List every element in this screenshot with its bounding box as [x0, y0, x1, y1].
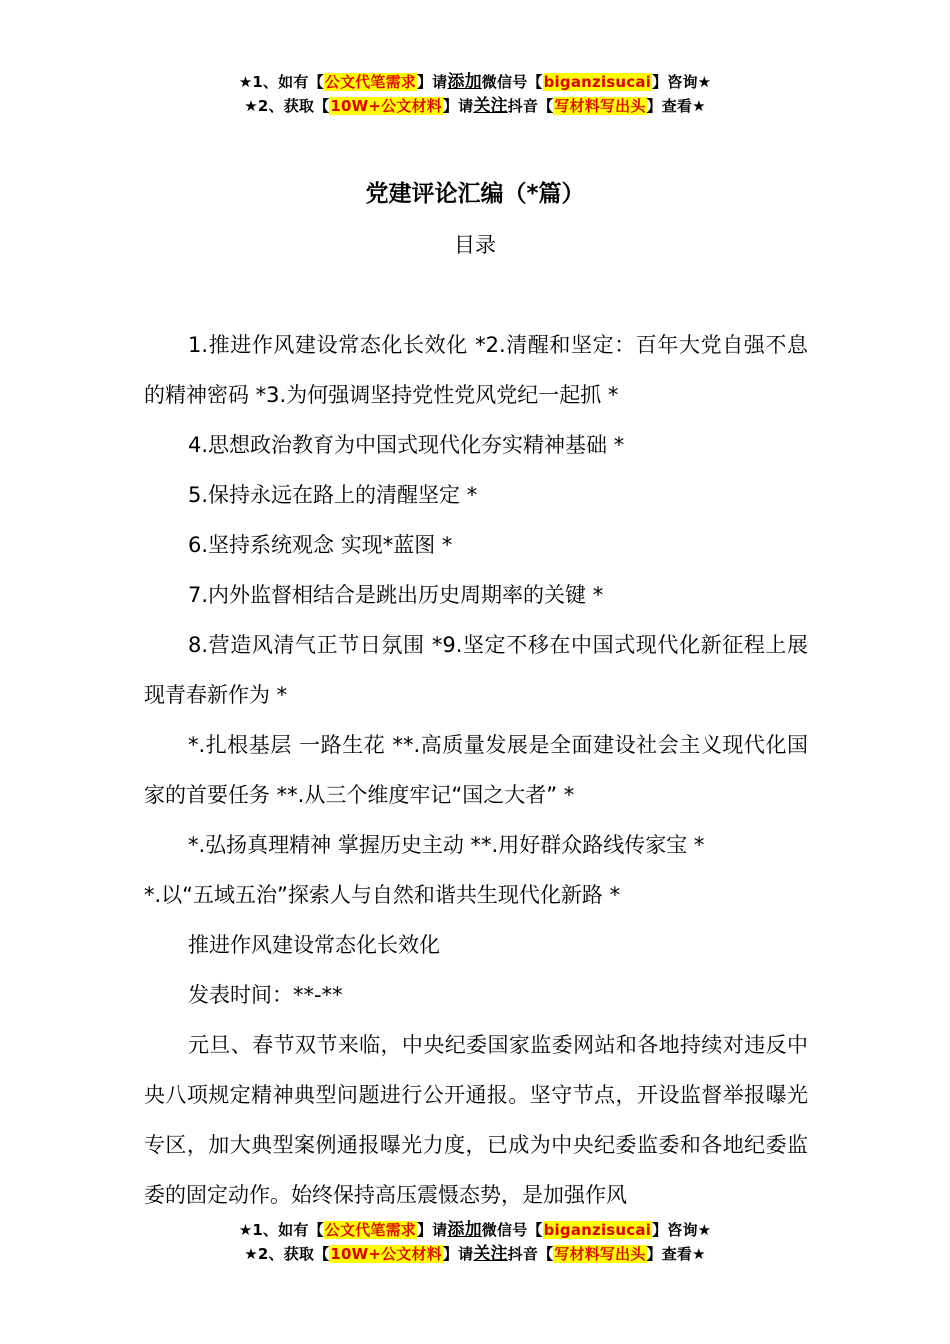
- banner-text: ★1、如有【: [238, 73, 324, 91]
- banner-text: 微信号【: [481, 1221, 543, 1239]
- banner-emphasis: 添加: [447, 72, 482, 92]
- footer-banner: [0, 1218, 950, 1266]
- banner-line-2: [0, 94, 950, 118]
- banner-text: 】请: [442, 1245, 474, 1263]
- toc-heading: 目录: [454, 233, 496, 257]
- banner-text: 】查看★: [646, 97, 706, 115]
- banner-emphasis: 添加: [447, 1220, 482, 1240]
- toc-entry: 8.营造风清气正节日氛围 *9.坚定不移在中国式现代化新征程上展现青春新作为 *: [144, 633, 808, 707]
- document-title: 党建评论汇编（*篇）: [365, 181, 585, 207]
- highlight-wechat-id: biganzisucai: [543, 73, 652, 91]
- banner-emphasis: 关注: [473, 1244, 508, 1264]
- highlight-wechat-id: biganzisucai: [543, 1221, 652, 1239]
- banner-text: ★2、获取【: [244, 97, 330, 115]
- banner-text: 】咨询★: [652, 73, 712, 91]
- toc-entry: 6.坚持系统观念 实现*蓝图 *: [188, 533, 453, 557]
- article-title: 推进作风建设常态化长效化: [188, 933, 440, 957]
- highlight-materials: 10W+公文材料: [330, 1245, 442, 1263]
- highlight-materials: 10W+公文材料: [330, 97, 442, 115]
- banner-text: 】请: [416, 73, 448, 91]
- banner-text: 微信号【: [481, 73, 543, 91]
- toc-entry: 5.保持永远在路上的清醒坚定 *: [188, 483, 478, 507]
- banner-emphasis: 关注: [473, 96, 508, 116]
- banner-text: 】查看★: [646, 1245, 706, 1263]
- banner-line-1: [0, 1218, 950, 1242]
- highlight-douyin: 写材料写出头: [554, 97, 646, 115]
- banner-text: 】请: [416, 1221, 448, 1239]
- banner-text: ★1、如有【: [238, 1221, 324, 1239]
- highlight-douyin: 写材料写出头: [554, 1245, 646, 1263]
- highlight-service: 公文代笔需求: [324, 1221, 416, 1239]
- banner-text: 抖音【: [507, 1245, 554, 1263]
- toc-entry: 1.推进作风建设常态化长效化 *2.清醒和坚定：百年大党自强不息的精神密码 *3.为何强调坚持党性党风党纪一起抓 *: [144, 333, 808, 407]
- header-banner: [0, 70, 950, 118]
- banner-text: 抖音【: [507, 97, 554, 115]
- toc-entry: 4.思想政治教育为中国式现代化夯实精神基础 *: [188, 433, 625, 457]
- highlight-service: 公文代笔需求: [324, 73, 416, 91]
- banner-text: 】请: [442, 97, 474, 115]
- article-paragraph: 元旦、春节双节来临，中央纪委国家监委网站和各地持续对违反中央八项规定精神典型问题进行公开通报。坚守节点，开设监督举报曝光专区，加大典型案例通报曝光力度，已成为中央纪委监委和各地纪委监委的固定动作。始终保持高压震慑态势，是加强作风: [144, 1033, 808, 1207]
- toc-entry: 7.内外监督相结合是跳出历史周期率的关键 *: [188, 583, 604, 607]
- toc-entry: *.以“五域五治”探索人与自然和谐共生现代化新路 *: [144, 883, 621, 907]
- banner-text: 】咨询★: [652, 1221, 712, 1239]
- publish-date: 发表时间：**-**: [188, 983, 343, 1007]
- toc-entry: *.扎根基层 一路生花 **.高质量发展是全面建设社会主义现代化国家的首要任务 **.从三个维度牢记“国之大者” *: [144, 733, 808, 807]
- banner-text: ★2、获取【: [244, 1245, 330, 1263]
- toc-entry: *.弘扬真理精神 掌握历史主动 **.用好群众路线传家宝 *: [188, 833, 705, 857]
- banner-line-2: [0, 1242, 950, 1266]
- banner-line-1: [0, 70, 950, 94]
- document-body: [144, 320, 808, 1220]
